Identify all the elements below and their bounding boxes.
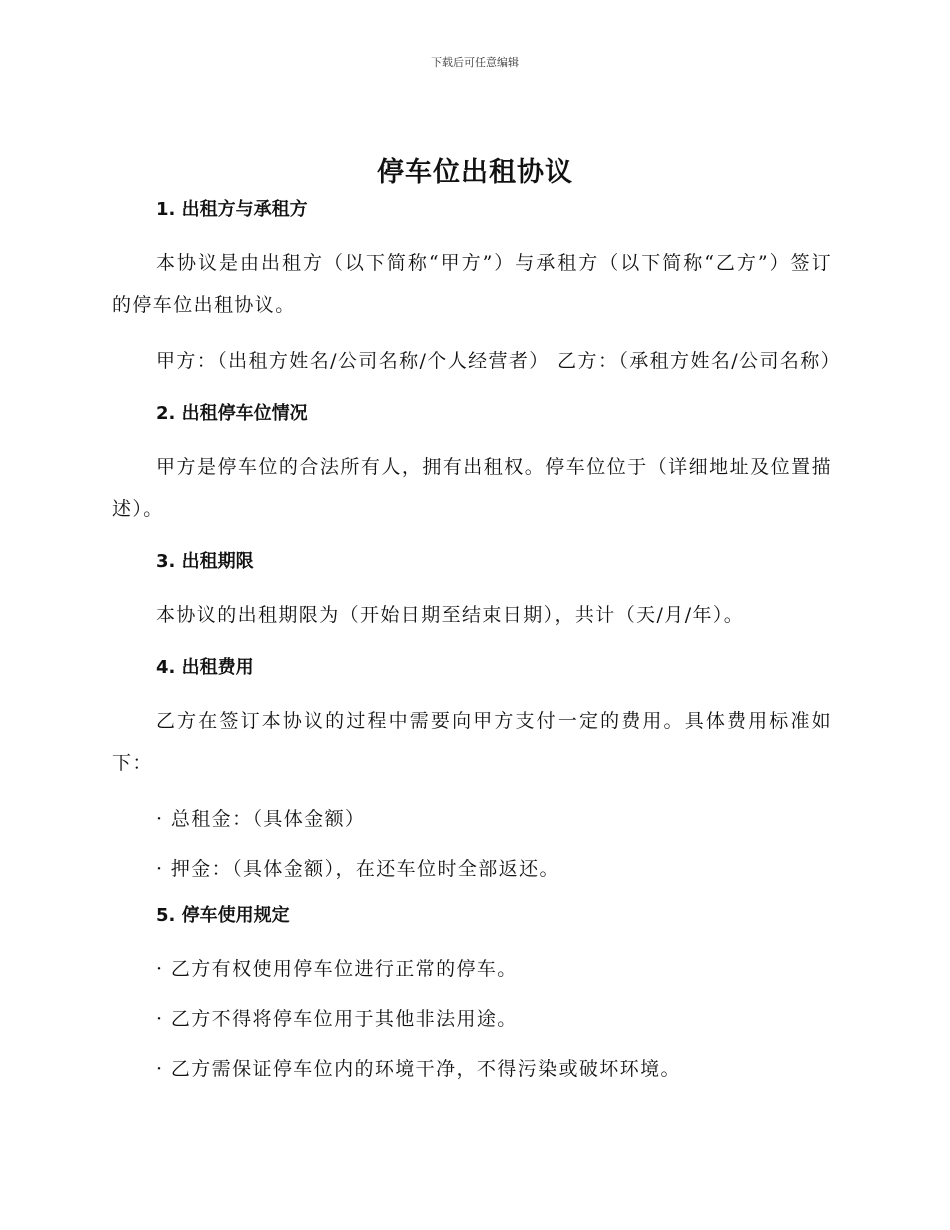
bullet-item: · 乙方不得将停车位用于其他非法用途。 bbox=[156, 1008, 518, 1030]
paragraph: 乙方在签订本协议的过程中需要向甲方支付一定的费用。具体费用标准如下： bbox=[112, 710, 832, 774]
section-heading: 5. 停车使用规定 bbox=[156, 905, 290, 926]
section-heading: 1. 出租方与承租方 bbox=[156, 199, 308, 220]
document-title: 停车位出租协议 bbox=[377, 157, 573, 188]
paragraph: 本协议的出租期限为（开始日期至结束日期），共计（天/月/年）。 bbox=[156, 604, 745, 626]
paragraph: 甲方是停车位的合法所有人，拥有出租权。停车位位于（详细地址及位置描述）。 bbox=[112, 456, 832, 520]
paragraph: 本协议是由出租方（以下简称“甲方”）与承租方（以下简称“乙方”）签订的停车位出租协议。 bbox=[112, 252, 832, 316]
bullet-item: · 乙方需保证停车位内的环境干净，不得污染或破坏环境。 bbox=[156, 1058, 681, 1080]
bullet-item: · 押金：（具体金额），在还车位时全部返还。 bbox=[156, 858, 560, 880]
header-note: 下载后可任意编辑 bbox=[431, 56, 519, 69]
document-body bbox=[112, 192, 842, 1090]
bullet-item: · 乙方有权使用停车位进行正常的停车。 bbox=[156, 958, 518, 980]
section-heading: 4. 出租费用 bbox=[156, 657, 254, 678]
section-heading: 2. 出租停车位情况 bbox=[156, 403, 308, 424]
bullet-item: · 总租金：（具体金额） bbox=[156, 808, 366, 830]
paragraph: 甲方：（出租方姓名/公司名称/个人经营者） 乙方：（承租方姓名/公司名称） bbox=[156, 350, 842, 372]
section-heading: 3. 出租期限 bbox=[156, 551, 254, 572]
